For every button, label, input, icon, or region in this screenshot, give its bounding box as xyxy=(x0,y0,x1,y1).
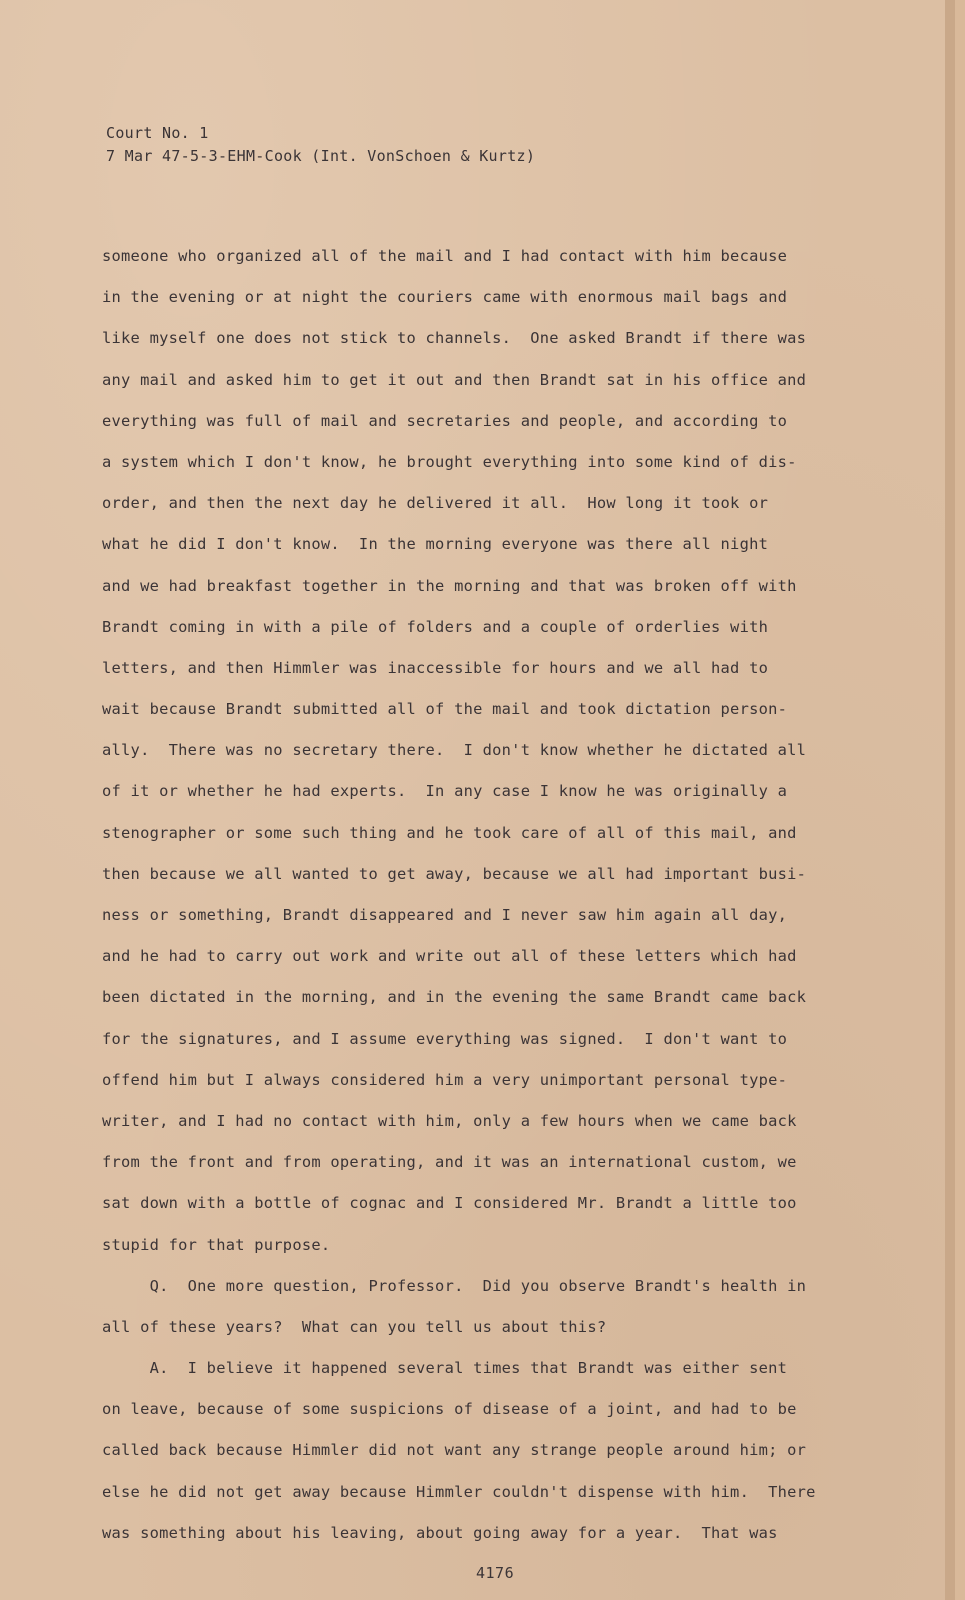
text-line: writer, and I had no contact with him, only a few hours when we came back xyxy=(102,1111,797,1130)
text-line: then because we all wanted to get away, because we all had important busi- xyxy=(102,864,807,883)
text-line: any mail and asked him to get it out and then Brandt sat in his office and xyxy=(102,370,807,389)
answer-line: A. I believe it happened several times that Brandt was either sent xyxy=(102,1359,788,1378)
text-line: letters, and then Himmler was inaccessible for hours and we all had to xyxy=(102,658,769,677)
court-label: Court No. 1 xyxy=(106,124,209,142)
text-line: sat down with a bottle of cognac and I considered Mr. Brandt a little too xyxy=(102,1194,797,1213)
text-line: on leave, because of some suspicions of disease of a joint, and had to be xyxy=(102,1400,797,1419)
text-line: ness or something, Brandt disappeared and I never saw him again all day, xyxy=(102,906,788,924)
text-line: and he had to carry out work and write out all of these letters which had xyxy=(102,947,797,966)
page-edge xyxy=(945,0,955,1600)
text-line: everything was full of mail and secretaries and people, and according to xyxy=(102,411,788,430)
text-line: and we had breakfast together in the morning and that was broken off with xyxy=(102,576,797,595)
text-line: order, and then the next day he delivered it all. How long it took or xyxy=(102,494,769,513)
question-line: Q. One more question, Professor. Did you observe Brandt's health in xyxy=(102,1276,807,1295)
text-line: from the front and from operating, and it was an international custom, we xyxy=(102,1153,797,1172)
text-line: in the evening or at night the couriers came with enormous mail bags and xyxy=(102,288,788,307)
transcript-body xyxy=(102,246,872,1564)
text-line: else he did not get away because Himmler couldn't dispense with him. There xyxy=(102,1482,816,1501)
text-line: called back because Himmler did not want any strange people around him; or xyxy=(102,1441,807,1460)
text-line: wait because Brandt submitted all of the mail and took dictation person- xyxy=(102,700,788,719)
text-line: ally. There was no secretary there. I don't know whether he dictated all xyxy=(102,741,807,760)
text-line: of it or whether he had experts. In any case I know he was originally a xyxy=(102,782,788,801)
text-line: a system which I don't know, he brought everything into some kind of dis- xyxy=(102,452,797,471)
text-line: someone who organized all of the mail and I had contact with him because xyxy=(102,247,788,265)
text-line: what he did I don't know. In the morning everyone was there all night xyxy=(102,535,769,554)
text-line: stenographer or some such thing and he took care of all of this mail, and xyxy=(102,823,797,842)
text-line: all of these years? What can you tell us about this? xyxy=(102,1317,607,1336)
text-line: like myself one does not stick to channels. One asked Brandt if there was xyxy=(102,329,807,348)
page-number: 4176 xyxy=(476,1564,515,1582)
text-line: been dictated in the morning, and in the evening the same Brandt came back xyxy=(102,988,807,1007)
text-line: was something about his leaving, about going away for a year. That was xyxy=(102,1523,778,1542)
transcript-header xyxy=(106,122,535,168)
text-line: for the signatures, and I assume everything was signed. I don't want to xyxy=(102,1029,788,1048)
text-line: offend him but I always considered him a very unimportant personal type- xyxy=(102,1070,788,1089)
text-line: stupid for that purpose. xyxy=(102,1235,331,1254)
session-label: 7 Mar 47-5-3-EHM-Cook (Int. VonSchoen & Kurtz) xyxy=(106,147,536,165)
text-line: Brandt coming in with a pile of folders and a couple of orderlies with xyxy=(102,617,769,636)
